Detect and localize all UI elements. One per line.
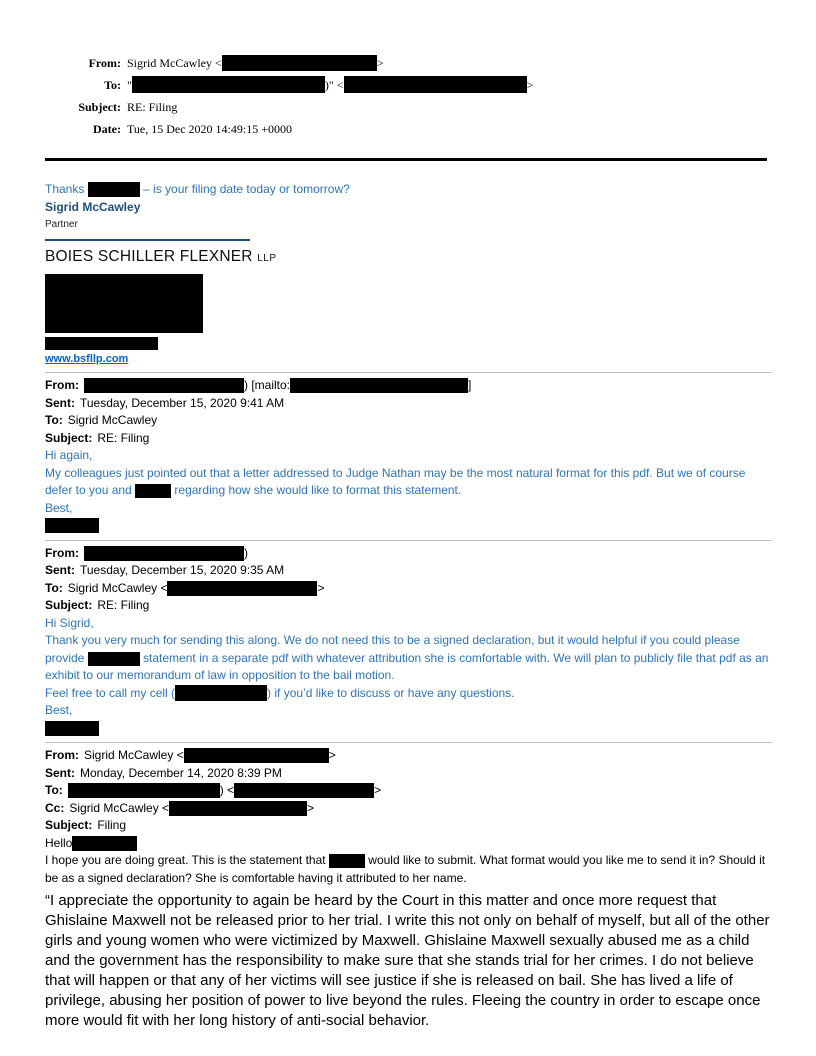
body-line — [45, 181, 775, 199]
header-field-label: To: — [104, 78, 121, 92]
header-field-value — [97, 598, 149, 612]
email-4-body — [45, 835, 775, 888]
email-2-header — [45, 377, 775, 447]
header-field-label: Sent: — [45, 563, 75, 577]
header-field-label: Subject: — [78, 100, 121, 114]
text-segment: Tuesday, December 15, 2020 9:35 AM — [80, 563, 285, 577]
header-divider — [45, 158, 767, 161]
signature-redactions — [45, 274, 775, 349]
body-line — [45, 720, 775, 738]
redaction-bar — [169, 801, 307, 816]
firm-name-line — [45, 248, 775, 268]
text-segment: ] — [468, 378, 472, 392]
text-segment: Tue, 15 Dec 2020 14:49:15 +0000 — [127, 122, 292, 136]
text-segment: ) if you’d like to discuss or have any questions. — [267, 685, 515, 700]
header-field-label: To: — [45, 783, 63, 797]
text-segment: Thanks — [45, 182, 88, 196]
header-row — [45, 430, 775, 448]
header-field-label: From: — [45, 748, 79, 762]
redaction-bar — [184, 748, 329, 763]
redaction-bar — [329, 854, 365, 868]
header-field-value — [97, 818, 126, 832]
header-field-label: To: — [45, 580, 63, 595]
header-field-label: Date: — [93, 122, 121, 136]
body-line — [45, 615, 775, 633]
statement-paragraph: “I appreciate the opportunity to again be heard by the Court in this matter and once more request that Ghislaine Maxwell not be released prior to her trial. I write this not only on behalf of myself, but all of the other girls and young women who were victimized by Maxwell. Ghislaine Maxwell sexually abused me as a child and the government has the responsibility to make sure that she stands trial for her crimes. I do not believe that will happen or that any of her victims will see justice if she is released on bail. She has lived a life of privilege, abusing her position of power to live beyond the rules. Fleeing the country in order to escape once more would fit with her long history of anti-social behavior. — [45, 892, 770, 1029]
body-line — [45, 465, 775, 500]
redaction-bar — [167, 581, 317, 596]
text-segment: RE: Filing — [97, 430, 150, 445]
email-4-header — [45, 747, 775, 835]
header-row — [45, 817, 775, 835]
header-field-value — [80, 396, 284, 410]
text-segment: )" < — [324, 78, 344, 92]
body-line — [45, 335, 775, 349]
text-segment: Hi again, — [45, 448, 93, 462]
email-1 — [45, 181, 775, 367]
header-field-value — [80, 563, 284, 577]
signature-divider — [45, 239, 250, 241]
text-segment: > — [328, 748, 336, 762]
text-segment: RE: Filing — [97, 598, 150, 612]
body-line — [45, 852, 775, 887]
header-row — [45, 765, 775, 783]
firm-suffix: LLP — [257, 253, 277, 264]
header-field-value — [127, 100, 177, 114]
header-row — [45, 545, 775, 563]
header-field-label: Subject: — [45, 818, 93, 832]
text-segment: ) — [244, 545, 248, 560]
text-segment: Best, — [45, 703, 73, 717]
header-field-value — [97, 431, 149, 445]
email-2 — [45, 377, 775, 535]
signature-name: Sigrid McCawley — [45, 199, 141, 214]
text-segment: Sigrid McCawley < — [69, 800, 170, 815]
text-segment: RE: Filing — [127, 100, 178, 114]
header-field-label: Subject: — [45, 598, 93, 612]
body-line — [45, 835, 775, 853]
header-field-label: Subject: — [45, 430, 93, 445]
header-row — [45, 74, 775, 96]
text-segment: > — [374, 783, 382, 797]
text-segment: – is your filing date today or tomorrow? — [139, 182, 350, 196]
text-segment: would like to submit. What format would you like me to send it in? Should it be as a signed declaration? She is comfortable having it attributed to her name. — [45, 853, 766, 885]
text-segment: > — [526, 78, 534, 92]
header-field-label: From: — [88, 56, 121, 70]
body-line — [45, 447, 775, 465]
redaction-bar — [72, 836, 137, 851]
text-segment: Sigrid McCawley < — [127, 56, 222, 70]
email-1-body — [45, 181, 775, 199]
header-row — [45, 377, 775, 395]
text-segment: " — [127, 78, 132, 92]
redaction-bar — [84, 546, 244, 561]
redaction-bar — [45, 274, 203, 333]
text-segment: > — [307, 800, 315, 815]
text-segment: ) < — [219, 783, 235, 797]
text-segment: Monday, December 14, 2020 8:39 PM — [80, 765, 282, 780]
header-field-label: To: — [45, 413, 63, 427]
text-segment: Sigrid McCawley — [67, 413, 158, 427]
header-field-value — [127, 122, 292, 136]
email-separator — [45, 540, 772, 541]
text-segment: Sigrid McCawley < — [84, 748, 184, 762]
header-field-value — [84, 748, 336, 762]
header-field-value — [84, 546, 248, 560]
header-field-label: From: — [45, 545, 79, 560]
header-field-value — [80, 766, 282, 780]
firm-website-link[interactable]: www.bsfllp.com — [45, 353, 129, 365]
header-row — [45, 800, 775, 818]
email-3 — [45, 545, 775, 738]
body-line — [45, 500, 775, 518]
header-field-value — [69, 801, 314, 815]
email-4 — [45, 747, 775, 1031]
email-3-body — [45, 615, 775, 738]
signature-title: Partner — [45, 219, 78, 230]
text-segment: Thank you very much for sending this along. We do not need this to be a signed declaration, but it would helpful if you could please provide — [45, 633, 740, 665]
header-row — [45, 412, 775, 430]
redaction-bar — [234, 783, 374, 798]
firm-name: BOIES SCHILLER FLEXNER — [45, 248, 253, 265]
text-segment: I hope you are doing great. This is the statement that — [45, 853, 329, 867]
text-segment: statement in a separate pdf with whatever attribution she is comfortable with. We will plan to publicly file that pdf as an exhibit to our memorandum of law in opposition to the bail motion. — [45, 650, 769, 682]
text-segment: > — [376, 56, 384, 70]
header-row — [45, 395, 775, 413]
body-line — [45, 274, 775, 332]
header-row — [45, 597, 775, 615]
redaction-bar — [175, 685, 267, 701]
header-row — [45, 782, 775, 800]
body-line — [45, 632, 775, 685]
header-field-value — [127, 78, 533, 92]
header-field-label: From: — [45, 378, 79, 392]
redaction-bar — [222, 55, 377, 71]
email-3-header — [45, 545, 775, 615]
text-segment: Best, — [45, 500, 73, 515]
header-row — [45, 118, 775, 140]
redaction-bar — [344, 76, 527, 93]
redaction-bar — [88, 652, 140, 666]
header-field-value — [68, 581, 325, 595]
email-separator — [45, 742, 772, 743]
text-segment: > — [317, 580, 325, 595]
redaction-bar — [290, 378, 468, 393]
redaction-bar — [68, 783, 220, 798]
text-segment: Hi Sigrid, — [45, 615, 94, 630]
header-row — [45, 580, 775, 598]
text-segment: My colleagues just pointed out that a letter addressed to Judge Nathan may be the most natural format for this pdf. But we of course defer to you and — [45, 465, 746, 497]
text-segment: Sigrid McCawley < — [67, 580, 168, 595]
header-field-value — [127, 56, 384, 70]
header-field-label: Sent: — [45, 765, 75, 780]
text-segment: Feel free to call my cell ( — [45, 685, 176, 700]
header-row — [45, 96, 775, 118]
body-line — [45, 517, 775, 535]
header-field-label: Sent: — [45, 395, 75, 410]
text-segment: ) [mailto: — [244, 378, 291, 392]
body-line — [45, 685, 775, 703]
header-row — [45, 747, 775, 765]
mail-header — [45, 52, 775, 140]
redaction-bar — [84, 378, 244, 393]
text-segment: Filing — [97, 818, 127, 832]
redaction-bar — [45, 721, 99, 736]
email-separator — [45, 372, 772, 373]
text-segment: regarding how she would like to format this statement. — [171, 483, 462, 497]
header-field-value — [68, 413, 157, 427]
redaction-bar — [132, 76, 325, 93]
header-row — [45, 52, 775, 74]
email-2-body — [45, 447, 775, 535]
header-row — [45, 562, 775, 580]
text-segment: Tuesday, December 15, 2020 9:41 AM — [80, 395, 285, 410]
header-field-value — [84, 378, 471, 392]
redaction-bar — [88, 182, 140, 197]
redaction-bar — [135, 484, 171, 498]
redaction-bar — [45, 518, 99, 533]
body-line — [45, 702, 775, 720]
header-field-value — [68, 783, 381, 797]
text-segment: Hello — [45, 835, 73, 850]
header-field-label: Cc: — [45, 800, 65, 815]
